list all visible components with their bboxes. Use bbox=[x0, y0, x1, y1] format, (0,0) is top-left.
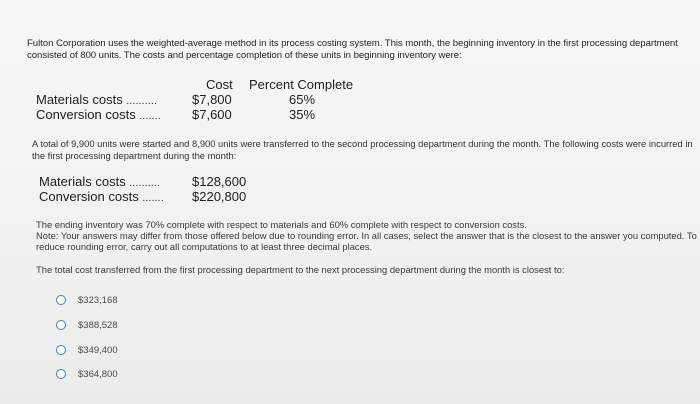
radio-button[interactable] bbox=[56, 295, 66, 305]
answer-option[interactable] bbox=[56, 292, 118, 308]
row-label: Conversion costs bbox=[36, 107, 136, 122]
month-conversion-cost: $220,800 bbox=[192, 189, 247, 204]
ending-note-block bbox=[36, 219, 698, 253]
option-label[interactable]: $349,400 bbox=[78, 344, 118, 356]
radio-button[interactable] bbox=[56, 345, 66, 355]
intro-paragraph bbox=[27, 38, 699, 62]
month-paragraph bbox=[32, 138, 697, 161]
answer-option[interactable] bbox=[56, 342, 118, 358]
beginning-conversion-cost: $7,600 bbox=[192, 107, 232, 122]
month-text: A total of 9,900 units were started and 8,900 units were transferred to the second processing department during the month. The following costs were incurred in the first processing department during the month: bbox=[32, 138, 693, 161]
percent-complete-header: Percent Complete bbox=[249, 77, 354, 92]
leader-dots: .......... bbox=[126, 96, 158, 107]
row-label: Materials costs bbox=[36, 92, 123, 107]
row-label: Materials costs bbox=[39, 174, 126, 189]
beginning-materials-row bbox=[36, 92, 157, 107]
beginning-conversion-row bbox=[36, 107, 161, 122]
radio-button[interactable] bbox=[56, 320, 66, 330]
cost-header: Cost bbox=[206, 77, 233, 92]
prompt-text: The total cost transferred from the first processing department to the next processing department during the month is closest to: bbox=[36, 264, 565, 275]
month-materials-cost: $128,600 bbox=[192, 174, 247, 189]
ending-text: The ending inventory was 70% complete with respect to materials and 60% complete with respect to conversion costs. bbox=[36, 219, 527, 230]
beginning-conversion-percent: 35% bbox=[289, 107, 316, 122]
option-label[interactable]: $364,800 bbox=[78, 368, 118, 380]
note-text: Note: Your answers may differ from those offered below due to rounding error. In all cases, select the answer that is the closest to the answer you computed. To reduce rounding error, carry out all computations to at least three decimal places. bbox=[36, 230, 697, 253]
beginning-materials-percent: 65% bbox=[289, 92, 316, 107]
answer-option[interactable] bbox=[56, 317, 118, 333]
radio-button[interactable] bbox=[56, 369, 66, 379]
leader-dots: .......... bbox=[129, 178, 161, 189]
intro-text: Fulton Corporation uses the weighted-average method in its process costing system. This month, the beginning inventory in the first processing department consisted of 800 units. The costs and percentage completion of these units in beginning inventory were: bbox=[27, 38, 678, 61]
row-label: Conversion costs bbox=[39, 189, 139, 204]
leader-dots: ....... bbox=[142, 193, 164, 204]
option-label[interactable]: $388,528 bbox=[78, 319, 118, 331]
prompt-block bbox=[36, 264, 698, 275]
option-label[interactable]: $323,168 bbox=[78, 294, 118, 306]
month-materials-row bbox=[39, 174, 160, 189]
answer-option[interactable] bbox=[56, 366, 118, 382]
month-conversion-row bbox=[39, 189, 164, 204]
beginning-materials-cost: $7,800 bbox=[192, 92, 232, 107]
leader-dots: ....... bbox=[139, 111, 161, 122]
